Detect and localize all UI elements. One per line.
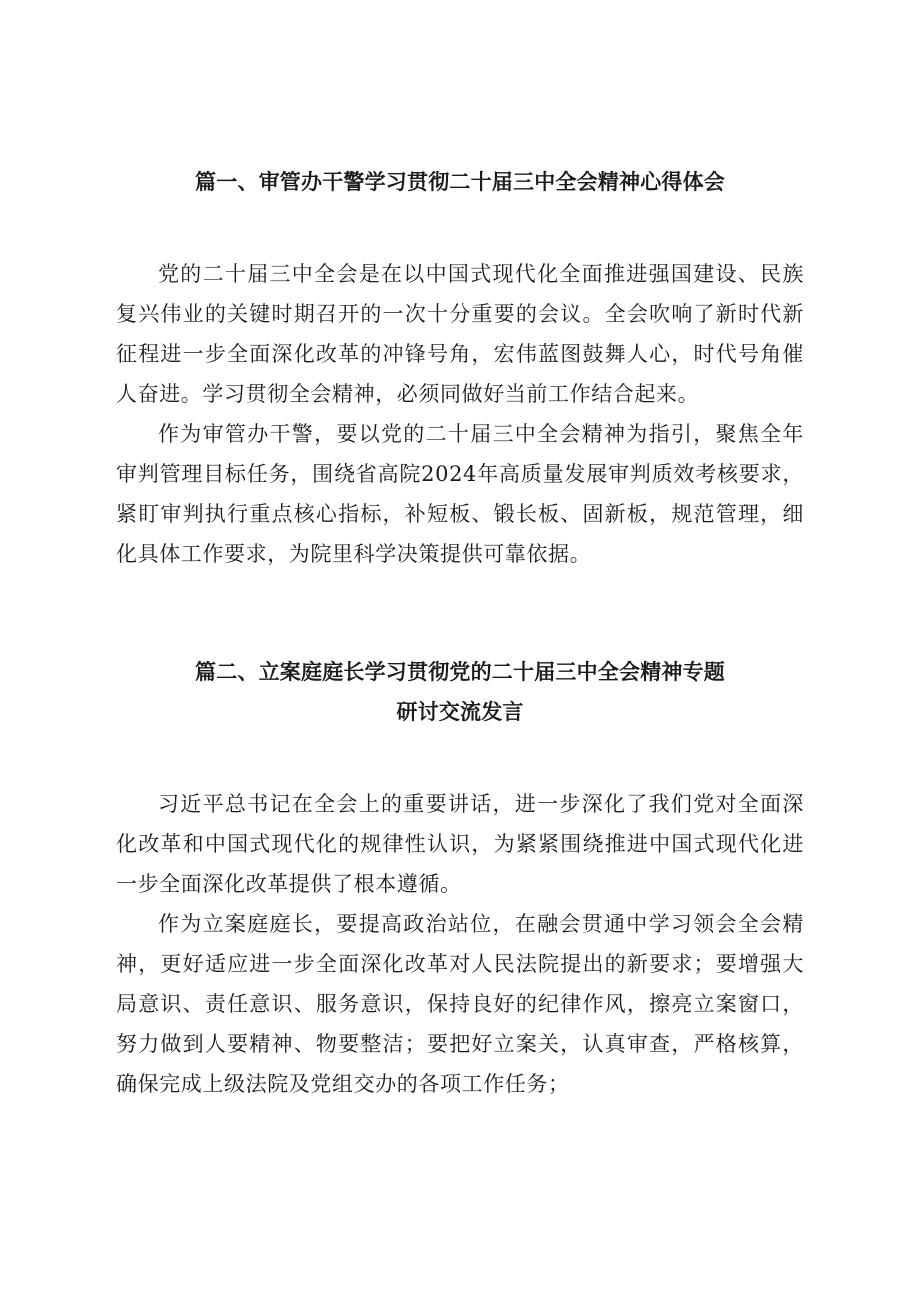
section-1-title-line: 篇一、审管办干警学习贯彻二十届三中全会精神心得体会 — [195, 170, 725, 194]
section-2-body — [116, 784, 804, 1104]
section-2-paragraph-2: 作为立案庭庭长，要提高政治站位，在融会贯通中学习领会全会精神，更好适应进一步全面深化改革对人民法院提出的新要求；要增强大局意识、责任意识、服务意识，保持良好的纪律作风，擦亮立案窗口，努力做到人要精神、物要整洁；要把好立案关，认真审查，严格核算，确保完成上级法院及党组交办的各项工作任务； — [116, 912, 804, 1096]
section-2-title — [116, 652, 804, 732]
section-1-paragraph-1: 党的二十届三中全会是在以中国式现代化全面推进强国建设、民族复兴伟业的关键时期召开的一次十分重要的会议。全会吹响了新时代新征程进一步全面深化改革的冲锋号角，宏伟蓝图鼓舞人心，时代号角催人奋进。学习贯彻全会精神，必须同做好当前工作结合起来。 — [116, 262, 804, 406]
section-2-title-line-2: 研讨交流发言 — [396, 700, 524, 724]
section-2-title-line-1: 篇二、立案庭庭长学习贯彻党的二十届三中全会精神专题 — [195, 660, 725, 684]
section-2-paragraph-1: 习近平总书记在全会上的重要讲话，进一步深化了我们党对全面深化改革和中国式现代化的规律性认识，为紧紧围绕推进中国式现代化进一步全面深化改革提供了根本遵循。 — [116, 792, 804, 896]
section-1-paragraph-2: 作为审管办干警，要以党的二十届三中全会精神为指引，聚焦全年审判管理目标任务，围绕省高院2024年高质量发展审判质效考核要求，紧盯审判执行重点核心指标，补短板、锻长板、固新板，规范管理，细化具体工作要求，为院里科学决策提供可靠依据。 — [116, 422, 804, 566]
section-1-body — [116, 254, 804, 574]
section-1-title — [116, 162, 804, 202]
